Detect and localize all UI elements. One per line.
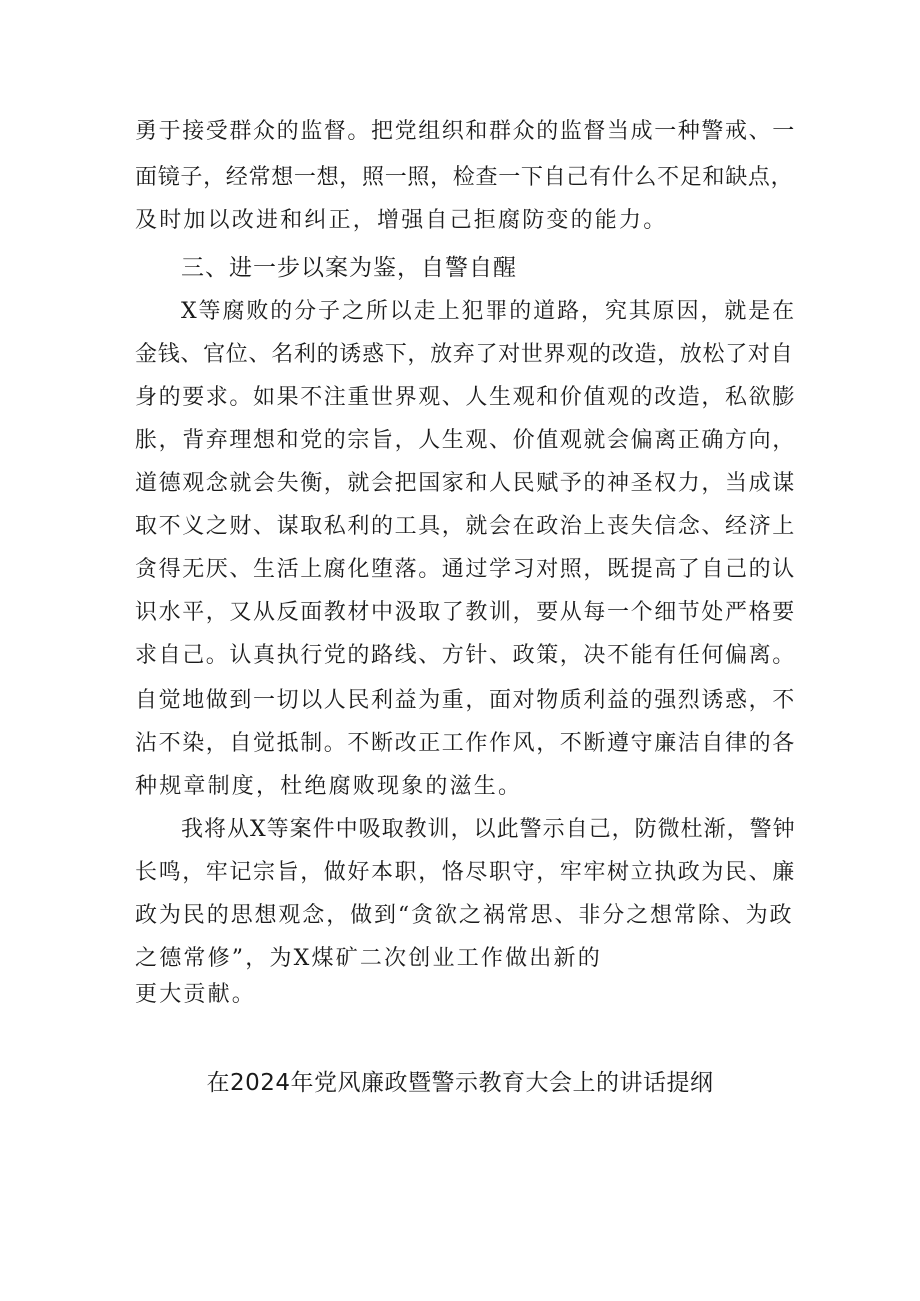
section-heading: 三、进一步以案为鉴，自警自醒	[181, 255, 517, 281]
document-title: 在2024年党风廉政暨警示教育大会上的讲话提纲	[206, 1070, 714, 1096]
text-line: 勇于接受群众的监督。把党组织和群众的监督当成一种警戒、一	[135, 119, 796, 144]
text-line: 之德常修”，为X煤矿二次创业工作做出新的	[135, 946, 602, 971]
text-line: 及时加以改进和纠正，增强自己拒腐防变的能力。	[135, 208, 668, 233]
text-line: 沾不染，自觉抵制。不断改正工作作风，不断遵守廉洁自律的各	[135, 731, 796, 756]
text-line: 我将从X等案件中吸取教训，以此警示自己，防微杜渐，警钟	[181, 817, 796, 842]
text-line: 求自己。认真执行党的路线、方针、政策，决不能有任何偏离。	[135, 643, 796, 668]
text-line: 更大贡献。	[135, 982, 257, 1007]
text-line: X等腐败的分子之所以走上犯罪的道路，究其原因，就是在	[181, 299, 797, 324]
text-line: 胀，背弃理想和党的宗旨，人生观、价值观就会偏离正确方向，	[135, 428, 796, 453]
text-line: 自觉地做到一切以人民利益为重，面对物质利益的强烈诱惑，不	[135, 688, 796, 713]
text-line: 识水平，又从反面教材中汲取了教训，要从每一个细节处严格要	[135, 600, 796, 625]
text-line: 种规章制度，杜绝腐败现象的滋生。	[135, 774, 523, 799]
text-line: 金钱、官位、名利的诱惑下，放弃了对世界观的改造，放松了对自	[135, 342, 794, 367]
text-line: 取不义之财、谋取私利的工具，就会在政治上丧失信念、经济上	[135, 514, 796, 539]
text-line: 身的要求。如果不注重世界观、人生观和价值观的改造，私欲膨	[135, 385, 796, 410]
text-line: 政为民的思想观念，做到“贪欲之祸常思、非分之想常除、为政	[135, 903, 794, 928]
text-line: 面镜子，经常想一想，照一照，检查一下自己有什么不足和缺点，	[135, 165, 794, 190]
text-line: 道德观念就会失衡，就会把国家和人民赋予的神圣权力，当成谋	[135, 471, 796, 496]
text-line: 贪得无厌、生活上腐化堕落。通过学习对照，既提高了自己的认	[135, 557, 796, 582]
text-line: 长鸣，牢记宗旨，做好本职，恪尽职守，牢牢树立执政为民、廉	[135, 860, 796, 885]
